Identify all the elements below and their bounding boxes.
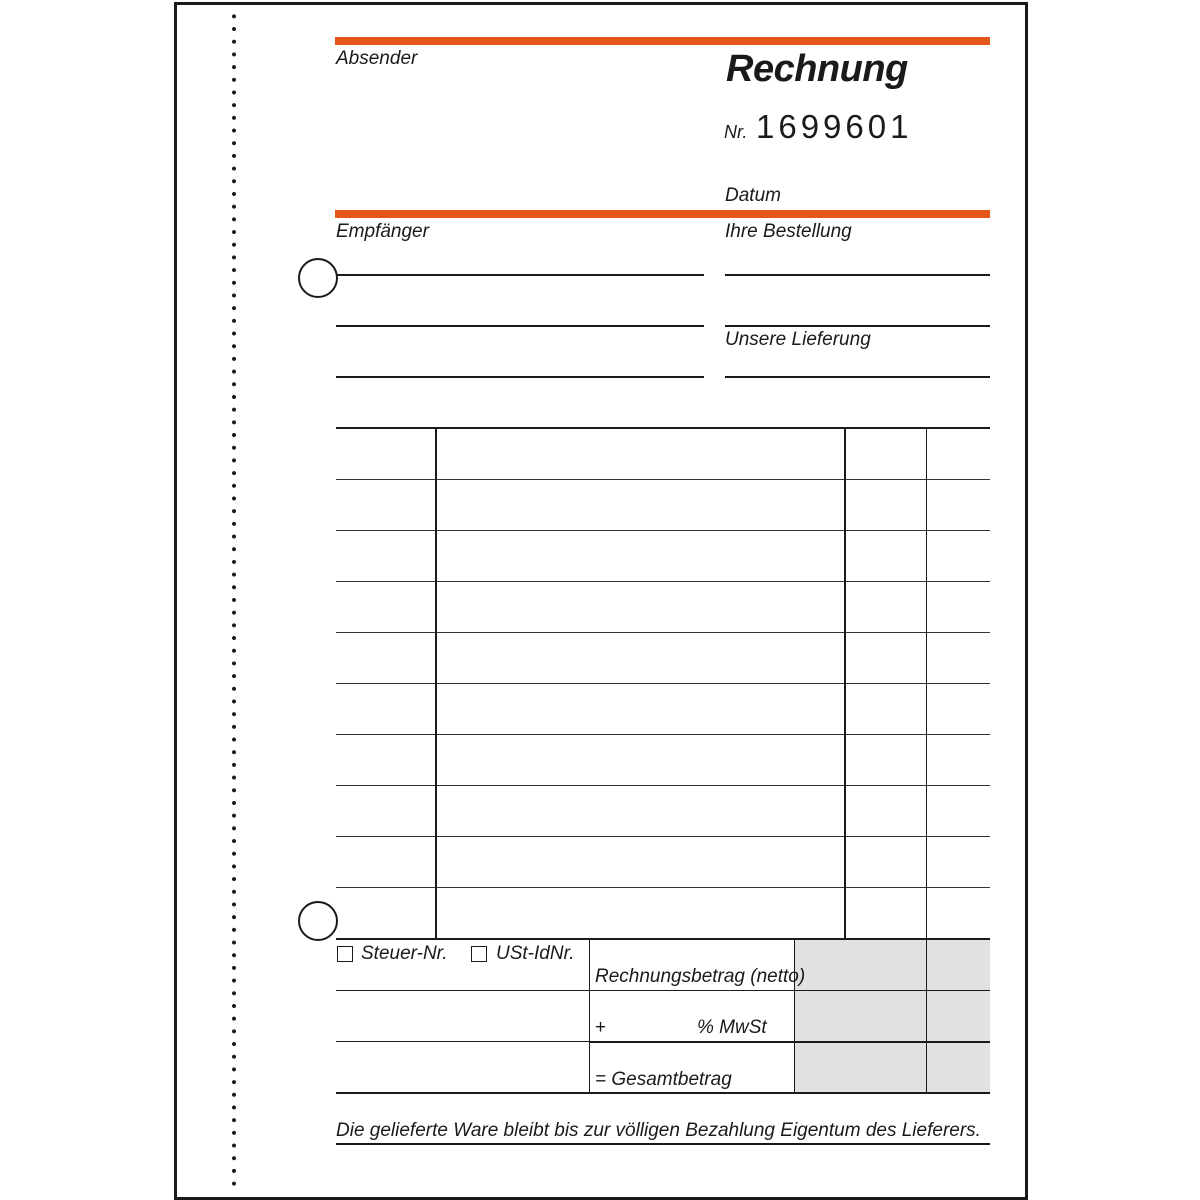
totals-divider-cents [926, 940, 927, 1093]
invoice-number: 1699601 [756, 108, 913, 145]
sender-label: Absender [336, 48, 418, 69]
order-line[interactable] [725, 274, 990, 276]
column-divider-desc [844, 428, 846, 939]
totals-divider-amount [794, 940, 795, 1093]
date-label: Datum [725, 185, 781, 206]
totals-bottom-border [336, 1092, 990, 1094]
delivery-line[interactable] [725, 376, 990, 378]
punch-hole-bottom [298, 901, 338, 941]
recipient-line-1[interactable] [336, 274, 704, 276]
perforation-line [232, 10, 236, 1190]
recipient-label: Empfänger [336, 221, 429, 242]
vat-id-checkbox[interactable] [471, 946, 487, 962]
vat-id-label: USt-IdNr. [496, 943, 575, 964]
net-amount-label: Rechnungsbetrag (netto) [595, 966, 806, 987]
header-top-bar [335, 37, 990, 45]
retention-note: Die gelieferte Ware bleibt bis zur völligen Bezahlung Eigentum des Lieferers. [336, 1120, 981, 1141]
totals-divider-labels [589, 940, 590, 1093]
recipient-line-3[interactable] [336, 376, 704, 378]
plus-sign: + [595, 1017, 607, 1038]
punch-hole-top [298, 258, 338, 298]
order-label: Ihre Bestellung [725, 221, 852, 242]
column-divider-price [926, 428, 927, 939]
invoice-number-label: Nr. [724, 122, 748, 142]
delivery-label: Unsere Lieferung [725, 329, 871, 350]
footer-line [336, 1143, 990, 1145]
totals-gross-top-line [589, 1041, 990, 1043]
tax-number-label: Steuer-Nr. [361, 943, 448, 964]
order-line-2[interactable] [725, 325, 990, 327]
totals-top-border [336, 938, 990, 940]
recipient-line-2[interactable] [336, 325, 704, 327]
gross-amount-label: = Gesamtbetrag [595, 1069, 732, 1090]
vat-label: % MwSt [697, 1017, 767, 1038]
tax-number-checkbox[interactable] [337, 946, 353, 962]
column-divider-qty [435, 428, 437, 939]
amount-shaded-area [794, 940, 990, 1092]
header-bottom-bar [335, 210, 990, 218]
totals-row-1-line [336, 990, 990, 991]
invoice-title: Rechnung [726, 48, 908, 90]
